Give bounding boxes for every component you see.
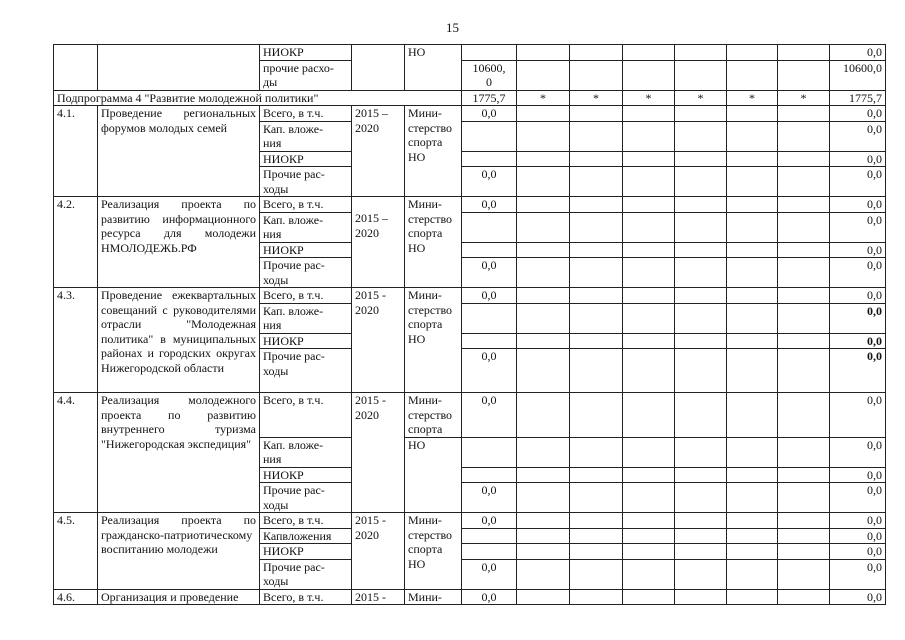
- empty-cell: [727, 45, 778, 61]
- table-row: [54, 513, 886, 529]
- empty-cell: [98, 45, 260, 91]
- empty-cell: [623, 258, 675, 288]
- empty-cell: [675, 589, 727, 605]
- item-number: 4.3.: [54, 288, 98, 393]
- value-cell: 0,0: [462, 559, 517, 589]
- empty-cell: [570, 437, 623, 467]
- empty-cell: [778, 151, 830, 167]
- value-cell: 0,0: [462, 349, 517, 393]
- empty-cell: [570, 483, 623, 513]
- empty-cell: [623, 528, 675, 544]
- empty-cell: [570, 258, 623, 288]
- subprogram-title: Подпрограмма 4 "Развитие молодежной политики": [54, 90, 462, 106]
- empty-cell: [675, 467, 727, 483]
- table-row: [54, 393, 886, 438]
- empty-cell: [675, 258, 727, 288]
- total-cell: 0,0: [830, 121, 886, 151]
- cost-type-cell: Прочие рас- ходы: [260, 258, 352, 288]
- ministry-cell: Мини- стерство спорта НО: [405, 197, 462, 288]
- empty-cell: [462, 333, 517, 349]
- empty-cell: [727, 437, 778, 467]
- cost-type-cell: Прочие рас- ходы: [260, 349, 352, 393]
- empty-cell: [727, 349, 778, 393]
- total-cell: 0,0: [830, 242, 886, 258]
- empty-cell: [778, 333, 830, 349]
- empty-cell: [517, 303, 570, 333]
- period-cell: 2015 – 2020: [352, 106, 405, 197]
- empty-cell: [675, 121, 727, 151]
- empty-cell: [517, 393, 570, 438]
- empty-cell: [517, 544, 570, 560]
- empty-cell: [517, 197, 570, 213]
- total-cell: 0,0: [830, 45, 886, 61]
- empty-cell: [462, 212, 517, 242]
- item-name: Реализация проекта по гражданско-патриотическому воспитанию молодежи: [98, 513, 260, 590]
- period-cell: 2015 – 2020: [352, 197, 405, 288]
- cost-type-cell: Всего, в т.ч.: [260, 197, 352, 213]
- empty-cell: [778, 121, 830, 151]
- empty-cell: [517, 212, 570, 242]
- cost-type-cell: Прочие рас- ходы: [260, 483, 352, 513]
- empty-cell: [623, 151, 675, 167]
- empty-cell: [623, 121, 675, 151]
- value-cell: 0,0: [462, 513, 517, 529]
- empty-cell: [778, 483, 830, 513]
- empty-cell: [517, 242, 570, 258]
- empty-cell: [570, 212, 623, 242]
- cost-type-cell: Кап. вложе- ния: [260, 437, 352, 467]
- empty-cell: [623, 167, 675, 197]
- value-cell: 0,0: [462, 258, 517, 288]
- total-cell: 0,0: [830, 349, 886, 393]
- page-number: 15: [446, 20, 459, 35]
- empty-cell: [727, 60, 778, 90]
- table-row: [54, 197, 886, 213]
- total-cell: 0,0: [830, 437, 886, 467]
- cost-type-cell: Капвложения: [260, 528, 352, 544]
- item-number: 4.1.: [54, 106, 98, 197]
- empty-cell: [462, 437, 517, 467]
- empty-cell: [675, 60, 727, 90]
- empty-cell: [517, 559, 570, 589]
- empty-cell: [778, 393, 830, 438]
- empty-cell: [727, 303, 778, 333]
- item-name: Проведение региональных форумов молодых семей: [98, 106, 260, 197]
- empty-cell: [570, 589, 623, 605]
- empty-cell: [54, 45, 98, 91]
- empty-cell: [778, 513, 830, 529]
- empty-cell: [778, 349, 830, 393]
- period-cell: 2015 - 2020: [352, 513, 405, 590]
- empty-cell: [623, 242, 675, 258]
- item-number: 4.6.: [54, 589, 98, 605]
- empty-cell: [517, 483, 570, 513]
- item-name: Проведение ежеквартальных совещаний с руководителями отрасли "Молодежная политика" в муниципальных районах и городских округах Нижегородской области: [98, 288, 260, 393]
- empty-cell: [517, 288, 570, 304]
- empty-cell: [570, 121, 623, 151]
- empty-cell: [517, 45, 570, 61]
- empty-cell: [675, 106, 727, 122]
- empty-cell: [778, 60, 830, 90]
- total-cell: 0,0: [830, 197, 886, 213]
- value-cell: 0,0: [462, 106, 517, 122]
- period-cell: 2015 - 2020: [352, 393, 405, 513]
- empty-cell: [727, 544, 778, 560]
- empty-cell: [462, 151, 517, 167]
- empty-cell: [623, 212, 675, 242]
- empty-cell: [727, 589, 778, 605]
- empty-cell: [570, 60, 623, 90]
- period-cell: 2015 -: [352, 589, 405, 605]
- empty-cell: [570, 106, 623, 122]
- value-cell: [462, 45, 517, 61]
- cost-type-cell: Кап. вложе- ния: [260, 212, 352, 242]
- empty-cell: [675, 151, 727, 167]
- cost-type-cell: Всего, в т.ч.: [260, 513, 352, 529]
- value-cell: 0,0: [462, 393, 517, 438]
- empty-cell: [727, 121, 778, 151]
- total-cell: 0,0: [830, 544, 886, 560]
- total-cell: 0,0: [830, 333, 886, 349]
- total-cell: 0,0: [830, 167, 886, 197]
- cost-type-cell: Всего, в т.ч.: [260, 393, 352, 438]
- empty-cell: [623, 349, 675, 393]
- empty-cell: [623, 303, 675, 333]
- empty-cell: [517, 121, 570, 151]
- star-cell: *: [623, 90, 675, 106]
- cost-type-cell: НИОКР: [260, 45, 352, 61]
- total-cell: 0,0: [830, 467, 886, 483]
- empty-cell: [570, 559, 623, 589]
- empty-cell: [727, 258, 778, 288]
- cost-type-cell: Прочие рас- ходы: [260, 559, 352, 589]
- period-cell: 2015 - 2020: [352, 288, 405, 393]
- empty-cell: [570, 544, 623, 560]
- empty-cell: [517, 528, 570, 544]
- empty-cell: [517, 589, 570, 605]
- star-cell: *: [778, 90, 830, 106]
- empty-cell: [727, 513, 778, 529]
- value-cell: 0,0: [462, 483, 517, 513]
- total-cell: 0,0: [830, 483, 886, 513]
- cost-type-cell: НИОКР: [260, 333, 352, 349]
- table-row: [54, 106, 886, 122]
- table-row: [54, 288, 886, 304]
- empty-cell: [352, 45, 405, 91]
- empty-cell: [727, 483, 778, 513]
- ministry-cell: Мини-: [405, 589, 462, 605]
- empty-cell: [727, 528, 778, 544]
- empty-cell: [570, 303, 623, 333]
- total-cell: 0,0: [830, 288, 886, 304]
- table-row: [54, 589, 886, 605]
- empty-cell: [623, 513, 675, 529]
- empty-cell: [675, 197, 727, 213]
- empty-cell: [778, 197, 830, 213]
- empty-cell: [462, 467, 517, 483]
- empty-cell: [623, 544, 675, 560]
- empty-cell: [570, 197, 623, 213]
- empty-cell: [675, 303, 727, 333]
- item-name: Реализация проекта по развитию информационного ресурса для молодежи НМОЛОДЕЖЬ.РФ: [98, 197, 260, 288]
- value-cell: 0,0: [462, 288, 517, 304]
- value-cell: 0,0: [462, 197, 517, 213]
- empty-cell: [517, 167, 570, 197]
- subprogram-row: [54, 90, 886, 106]
- cost-type-cell: Прочие рас- ходы: [260, 167, 352, 197]
- empty-cell: [727, 167, 778, 197]
- empty-cell: [675, 559, 727, 589]
- empty-cell: [727, 333, 778, 349]
- star-cell: *: [570, 90, 623, 106]
- total-cell: 0,0: [830, 258, 886, 288]
- cost-type-cell: НИОКР: [260, 151, 352, 167]
- empty-cell: [570, 528, 623, 544]
- cost-type-cell: Кап. вложе- ния: [260, 303, 352, 333]
- empty-cell: [517, 258, 570, 288]
- total-cell: 0,0: [830, 559, 886, 589]
- cost-type-cell: НИОКР: [260, 467, 352, 483]
- empty-cell: [727, 393, 778, 438]
- cost-type-cell: прочие расхо- ды: [260, 60, 352, 90]
- empty-cell: [570, 467, 623, 483]
- star-cell: *: [675, 90, 727, 106]
- empty-cell: [727, 242, 778, 258]
- scan-top-edge: [0, 0, 905, 2]
- ministry-cell: НО: [405, 45, 462, 91]
- item-number: 4.2.: [54, 197, 98, 288]
- cost-type-cell: НИОКР: [260, 242, 352, 258]
- empty-cell: [570, 167, 623, 197]
- empty-cell: [462, 303, 517, 333]
- empty-cell: [727, 212, 778, 242]
- empty-cell: [778, 258, 830, 288]
- empty-cell: [727, 288, 778, 304]
- empty-cell: [462, 528, 517, 544]
- empty-cell: [517, 151, 570, 167]
- empty-cell: [623, 333, 675, 349]
- total-cell: 0,0: [830, 303, 886, 333]
- empty-cell: [623, 437, 675, 467]
- empty-cell: [623, 106, 675, 122]
- total-cell: 0,0: [830, 589, 886, 605]
- empty-cell: [623, 393, 675, 438]
- empty-cell: [727, 559, 778, 589]
- empty-cell: [462, 242, 517, 258]
- item-name: Реализация молодежного проекта по развитию внутреннего туризма "Нижегородская экспедиция": [98, 393, 260, 513]
- empty-cell: [517, 60, 570, 90]
- empty-cell: [675, 437, 727, 467]
- empty-cell: [675, 528, 727, 544]
- total-cell: 0,0: [830, 106, 886, 122]
- empty-cell: [778, 528, 830, 544]
- total-cell: 0,0: [830, 151, 886, 167]
- cost-type-cell: НИОКР: [260, 544, 352, 560]
- empty-cell: [570, 393, 623, 438]
- total-cell: 0,0: [830, 528, 886, 544]
- empty-cell: [727, 106, 778, 122]
- empty-cell: [517, 106, 570, 122]
- total-cell: 0,0: [830, 513, 886, 529]
- empty-cell: [623, 288, 675, 304]
- empty-cell: [570, 151, 623, 167]
- empty-cell: [623, 483, 675, 513]
- empty-cell: [462, 544, 517, 560]
- empty-cell: [623, 45, 675, 61]
- value-cell: 0,0: [462, 167, 517, 197]
- subprogram-total: 1775,7: [830, 90, 886, 106]
- empty-cell: [623, 467, 675, 483]
- empty-cell: [727, 197, 778, 213]
- ministry-cell: Мини- стерство спорта: [405, 393, 462, 438]
- empty-cell: [778, 467, 830, 483]
- empty-cell: [675, 288, 727, 304]
- empty-cell: [623, 559, 675, 589]
- item-number: 4.5.: [54, 513, 98, 590]
- budget-table: [53, 44, 886, 605]
- empty-cell: [778, 544, 830, 560]
- empty-cell: [517, 333, 570, 349]
- empty-cell: [623, 197, 675, 213]
- empty-cell: [675, 393, 727, 438]
- empty-cell: [675, 349, 727, 393]
- empty-cell: [778, 45, 830, 61]
- empty-cell: [517, 513, 570, 529]
- empty-cell: [778, 589, 830, 605]
- star-cell: *: [517, 90, 570, 106]
- empty-cell: [727, 467, 778, 483]
- empty-cell: [778, 106, 830, 122]
- empty-cell: [675, 483, 727, 513]
- value-cell: 10600, 0: [462, 60, 517, 90]
- empty-cell: [570, 288, 623, 304]
- cost-type-cell: Всего, в т.ч.: [260, 106, 352, 122]
- empty-cell: [623, 589, 675, 605]
- empty-cell: [570, 242, 623, 258]
- empty-cell: [675, 212, 727, 242]
- empty-cell: [517, 437, 570, 467]
- total-cell: 0,0: [830, 212, 886, 242]
- empty-cell: [778, 242, 830, 258]
- empty-cell: [623, 60, 675, 90]
- table-row: [54, 45, 886, 61]
- empty-cell: [675, 45, 727, 61]
- empty-cell: [727, 151, 778, 167]
- empty-cell: [570, 349, 623, 393]
- total-cell: 10600,0: [830, 60, 886, 90]
- empty-cell: [675, 513, 727, 529]
- empty-cell: [778, 167, 830, 197]
- cost-type-cell: Всего, в т.ч.: [260, 288, 352, 304]
- ministry-cell: Мини- стерство спорта НО: [405, 288, 462, 393]
- empty-cell: [675, 333, 727, 349]
- ministry-cell: Мини- стерство спорта НО: [405, 106, 462, 197]
- star-cell: *: [727, 90, 778, 106]
- empty-cell: [675, 167, 727, 197]
- cost-type-cell: Всего, в т.ч.: [260, 589, 352, 605]
- empty-cell: [778, 437, 830, 467]
- empty-cell: [517, 467, 570, 483]
- empty-cell: [570, 333, 623, 349]
- subprogram-value: 1775,7: [462, 90, 517, 106]
- empty-cell: [517, 349, 570, 393]
- ministry-cell: Мини- стерство спорта НО: [405, 513, 462, 590]
- value-cell: 0,0: [462, 589, 517, 605]
- empty-cell: [675, 544, 727, 560]
- item-number: 4.4.: [54, 393, 98, 513]
- ministry-cell: НО: [405, 437, 462, 513]
- empty-cell: [675, 242, 727, 258]
- item-name: Организация и проведение: [98, 589, 260, 605]
- empty-cell: [778, 288, 830, 304]
- empty-cell: [570, 45, 623, 61]
- empty-cell: [570, 513, 623, 529]
- total-cell: 0,0: [830, 393, 886, 438]
- empty-cell: [778, 303, 830, 333]
- empty-cell: [778, 212, 830, 242]
- empty-cell: [462, 121, 517, 151]
- cost-type-cell: Кап. вложе- ния: [260, 121, 352, 151]
- empty-cell: [778, 559, 830, 589]
